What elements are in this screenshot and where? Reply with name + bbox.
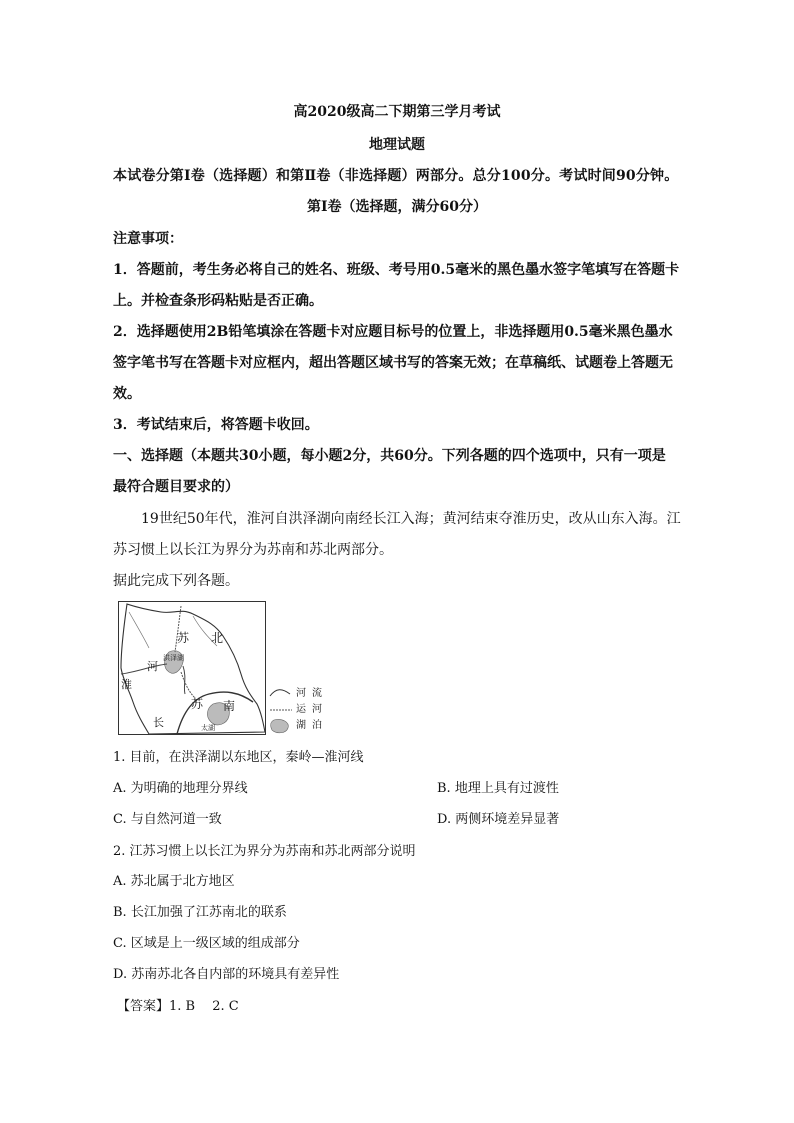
passage-line-2: 苏习惯上以长江为界分为苏南和苏北两部分。 [113,542,393,558]
q2-option-a[interactable]: A. 苏北属于北方地区 [113,874,235,889]
q2-option-c[interactable]: C. 区域是上一级区域的组成部分 [113,936,300,951]
note-1-line-2: 上。并检查条形码粘贴是否正确。 [113,293,323,309]
minor-river [129,612,149,648]
notes-heading: 注意事项： [113,231,183,247]
note-3: 3．考试结束后，将答题卡收回。 [113,417,319,433]
q1-option-a[interactable]: A. 为明确的地理分界线 [113,781,248,796]
map-label-huai: 淮 [121,678,132,691]
map-label-hongze: 洪泽湖 [163,654,184,662]
map-label-chang: 长 [153,716,164,729]
passage-prompt: 据此完成下列各题。 [113,573,239,589]
legend-river-label: 河流 [296,688,328,699]
jiangsu-map [118,601,266,735]
q2-option-d[interactable]: D. 苏南苏北各自内部的环境具有差异性 [113,967,340,982]
part-title: 第Ⅰ卷（选择题，满分60分） [306,199,488,215]
q1-option-b[interactable]: B. 地理上具有过渡性 [437,781,559,796]
passage-line-1: 19世纪50年代，淮河自洪泽湖向南经长江入海；黄河结束夺淮历史，改从山东入海。江 [141,511,681,527]
map-label-he: 河 [147,660,158,673]
section-heading-line-1: 一、选择题（本题共30小题，每小题2分，共60分。下列各题的四个选项中，只有一项是 [113,448,666,464]
q2-option-b[interactable]: B. 长江加强了江苏南北的联系 [113,905,287,920]
section-heading-line-2: 最符合题目要求的） [113,479,239,495]
q1-option-d[interactable]: D. 两侧环境差异显著 [437,812,560,827]
map-label-nan: 南 [223,699,236,713]
question-2-stem: 2. 江苏习惯上以长江为界分为苏南和苏北两部分说明 [113,844,416,859]
map-label-taihu: 太湖 [201,724,215,732]
legend-lake-label: 湖泊 [296,720,328,731]
legend-canal-label: 运河 [296,704,328,715]
exam-title: 高2020级高二下期第三学月考试 [293,104,501,120]
note-1-line-1: 1．答题前，考生务必将自己的姓名、班级、考号用0.5毫米的黑色墨水签字笔填写在答题卡 [113,262,680,278]
river-legend-icon [270,690,290,696]
note-2-line-2: 签字笔书写在答题卡对应框内，超出答题区域书写的答案无效；在草稿纸、试题卷上答题无 [113,355,673,371]
map-label-su-south: 苏 [191,697,204,711]
lake-legend-icon [271,719,289,732]
exam-intro: 本试卷分第Ⅰ卷（选择题）和第Ⅱ卷（非选择题）两部分。总分100分。考试时间90分钟。 [113,168,679,184]
answer-key: 【答案】1. B 2. C [117,999,239,1014]
map-legend [268,684,348,736]
note-2-line-3: 效。 [113,386,141,402]
subject-title: 地理试题 [369,137,425,153]
question-1-stem: 1. 目前，在洪泽湖以东地区，秦岭—淮河线 [113,750,364,765]
note-2-line-1: 2．选择题使用2B铅笔填涂在答题卡对应题目标号的位置上，非选择题用0.5毫米黑色墨水 [113,324,673,340]
q1-option-c[interactable]: C. 与自然河道一致 [113,812,222,827]
map-label-bei: 北 [211,631,224,645]
map-label-su-north: 苏 [177,631,190,645]
